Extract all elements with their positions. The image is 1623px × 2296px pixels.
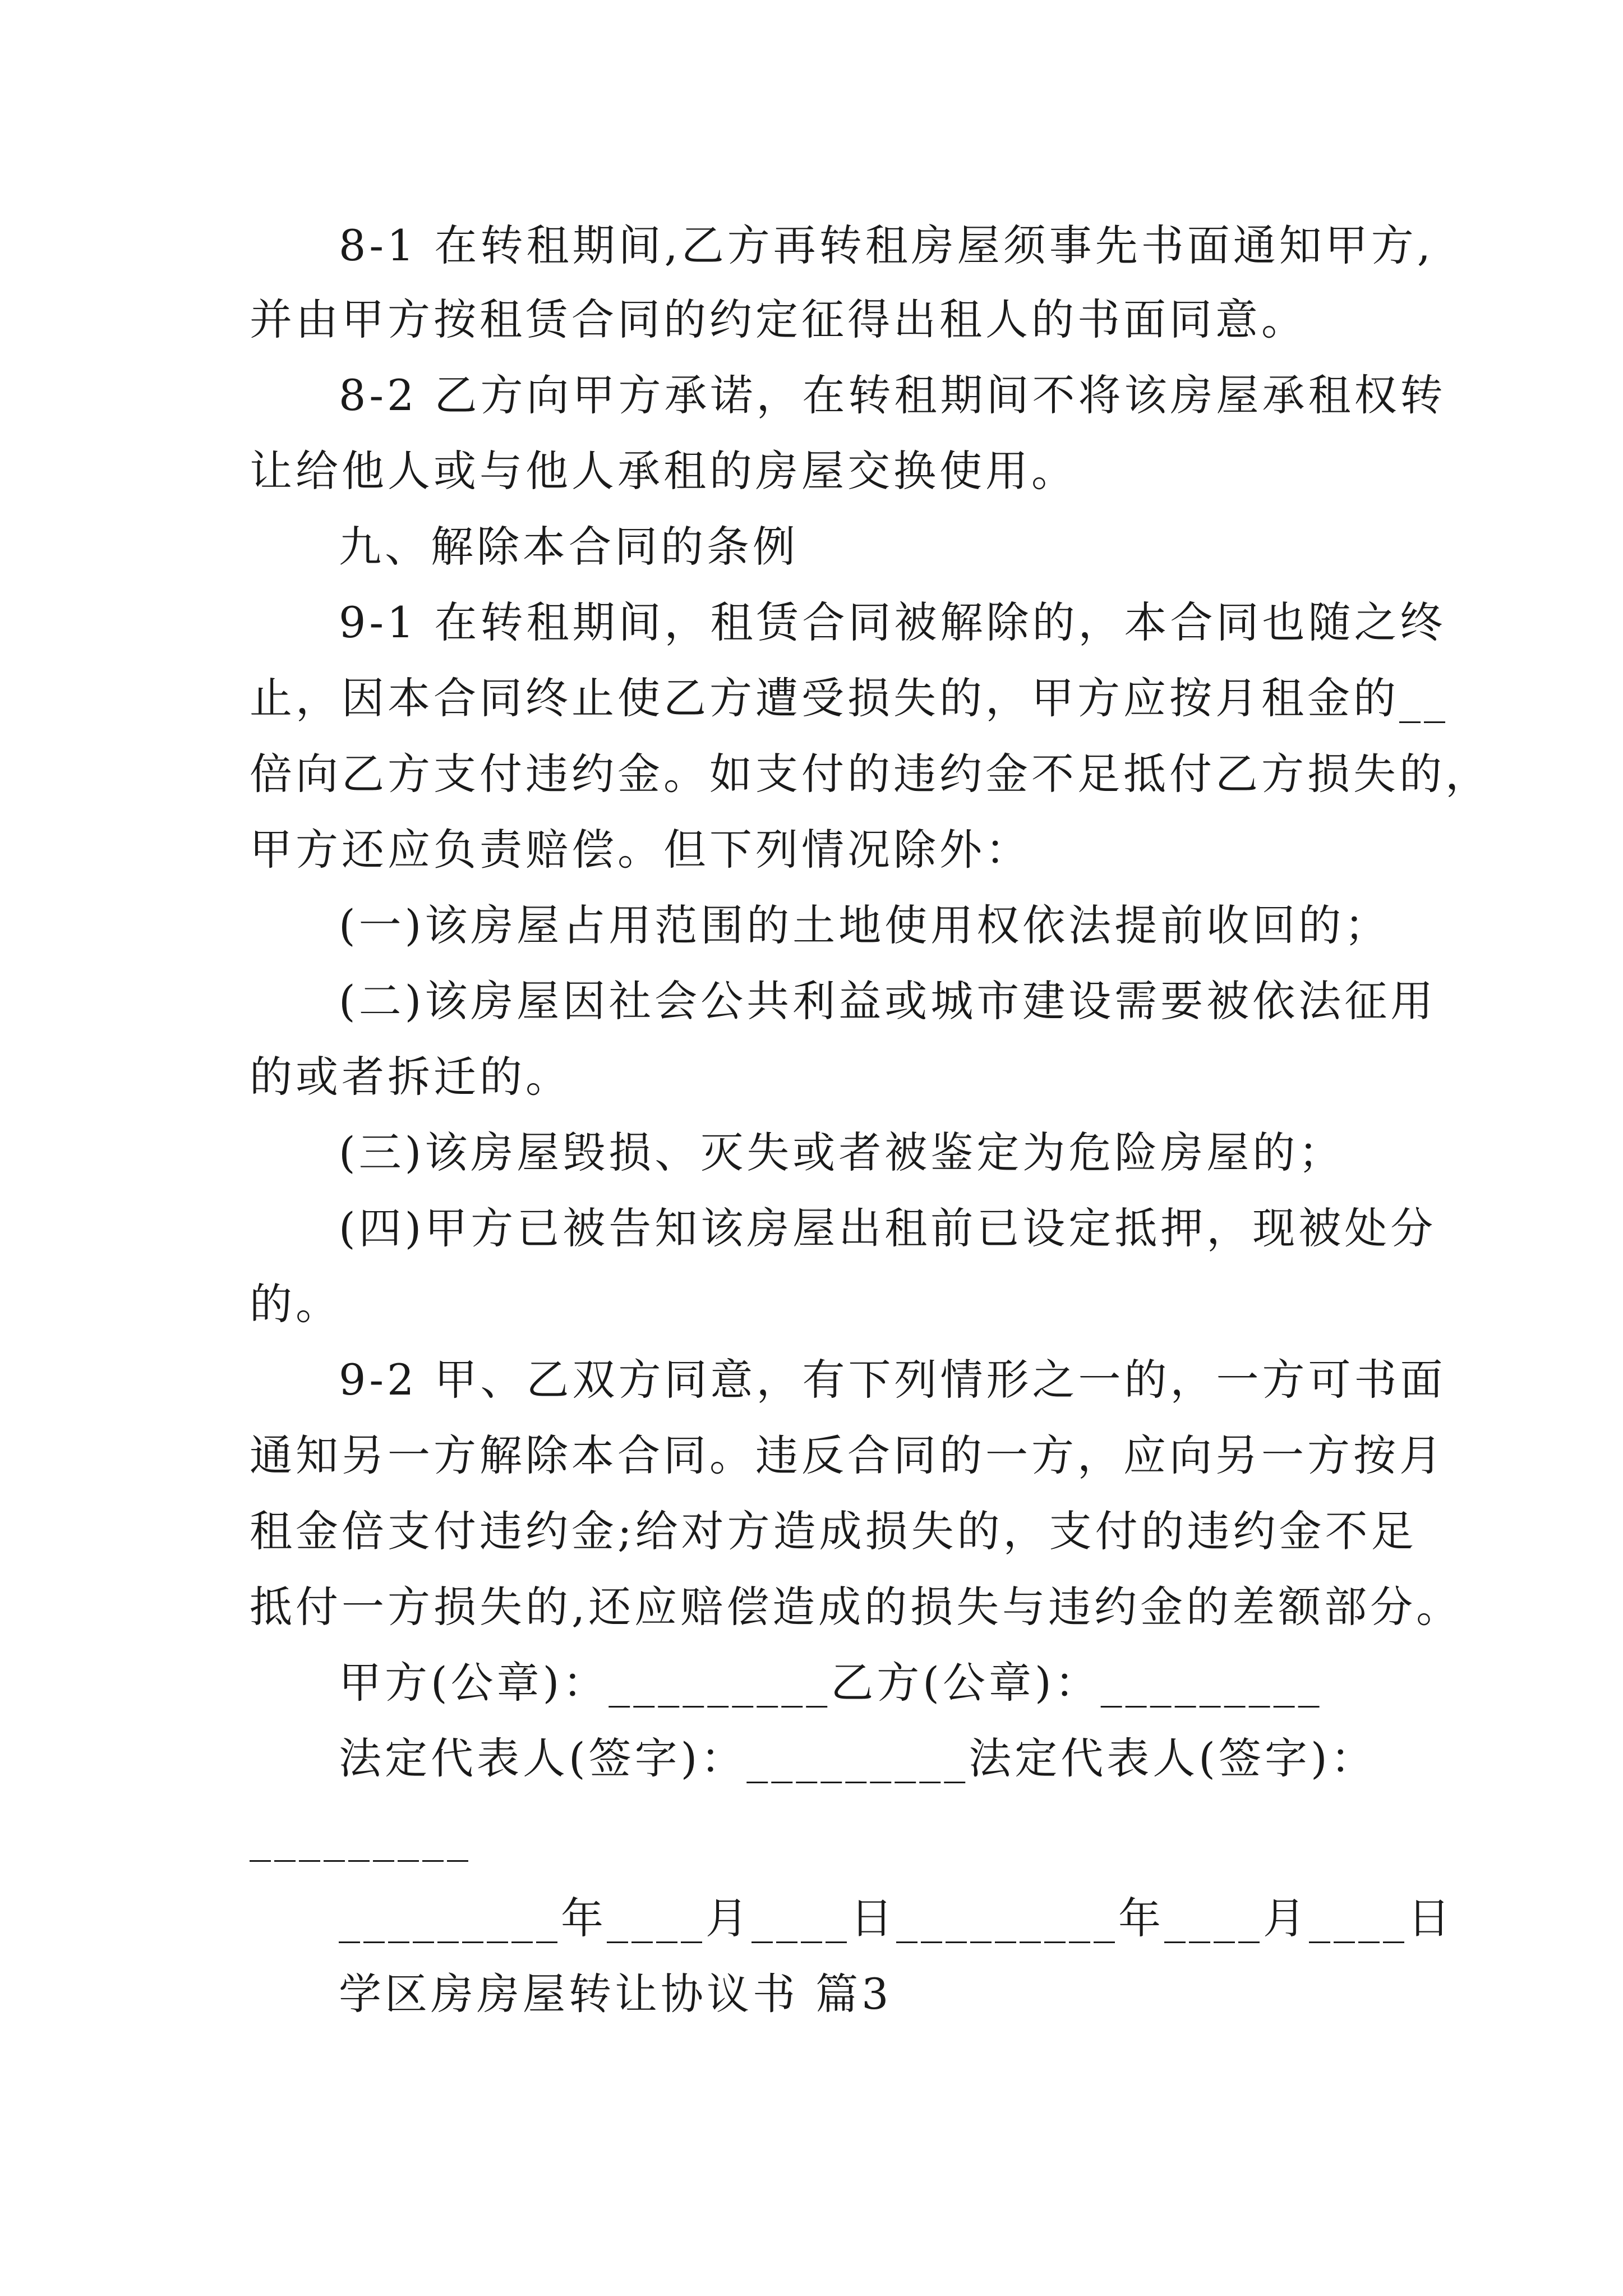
text-line: 甲方还应负责赔偿。但下列情况除外： <box>250 825 1031 875</box>
text-line: 倍向乙方支付违约金。如支付的违约金不足抵付乙方损失的， <box>250 749 1491 799</box>
text-line: (二)该房屋因社会公共利益或城市建设需要被依法征用 <box>339 976 1437 1026</box>
section-heading: 九、解除本合同的条例 <box>339 522 799 572</box>
text-line: (三)该房屋毁损、灭失或者被鉴定为危险房屋的； <box>339 1128 1345 1177</box>
text-line: 的或者拆迁的。 <box>250 1052 571 1102</box>
signature-line-representative: 法定代表人(签字)：_________法定代表人(签字)： <box>339 1733 1377 1783</box>
text-line: (四)甲方已被告知该房屋出租前已设定抵押，现被处分 <box>339 1203 1437 1253</box>
text-line: 9-2 甲、乙双方同意，有下列情形之一的，一方可书面 <box>339 1355 1446 1405</box>
text-line: 并由甲方按租赁合同的约定征得出租人的书面同意。 <box>250 295 1307 344</box>
text-line: 8-2 乙方向甲方承诺，在转租期间不将该房屋承租权转 <box>339 370 1446 420</box>
text-line: 9-1 在转租期间，租赁合同被解除的，本合同也随之终 <box>339 597 1446 647</box>
section-title: 学区房房屋转让协议书 篇3 <box>339 1969 892 2019</box>
signature-line-seal: 甲方(公章)：_________乙方(公章)：_________ <box>339 1658 1323 1708</box>
text-line: 通知另一方解除本合同。违反合同的一方，应向另一方按月 <box>250 1430 1445 1480</box>
text-line: 让给他人或与他人承租的房屋交换使用。 <box>250 446 1077 496</box>
signature-blank: _________ <box>250 1812 472 1862</box>
text-line: 的。 <box>250 1279 342 1329</box>
text-line: 抵付一方损失的,还应赔偿造成的损失与违约金的差额部分。 <box>250 1582 1463 1632</box>
text-line: 租金倍支付违约金;给对方造成损失的，支付的违约金不足 <box>250 1506 1417 1556</box>
date-line: _________年____月____日_________年____月____日 <box>339 1893 1454 1943</box>
text-line: 止，因本合同终止使乙方遭受损失的，甲方应按月租金的__ <box>250 673 1449 723</box>
text-line: (一)该房屋占用范围的土地使用权依法提前收回的； <box>339 900 1391 950</box>
text-line: 8-1 在转租期间,乙方再转租房屋须事先书面通知甲方, <box>339 220 1434 270</box>
